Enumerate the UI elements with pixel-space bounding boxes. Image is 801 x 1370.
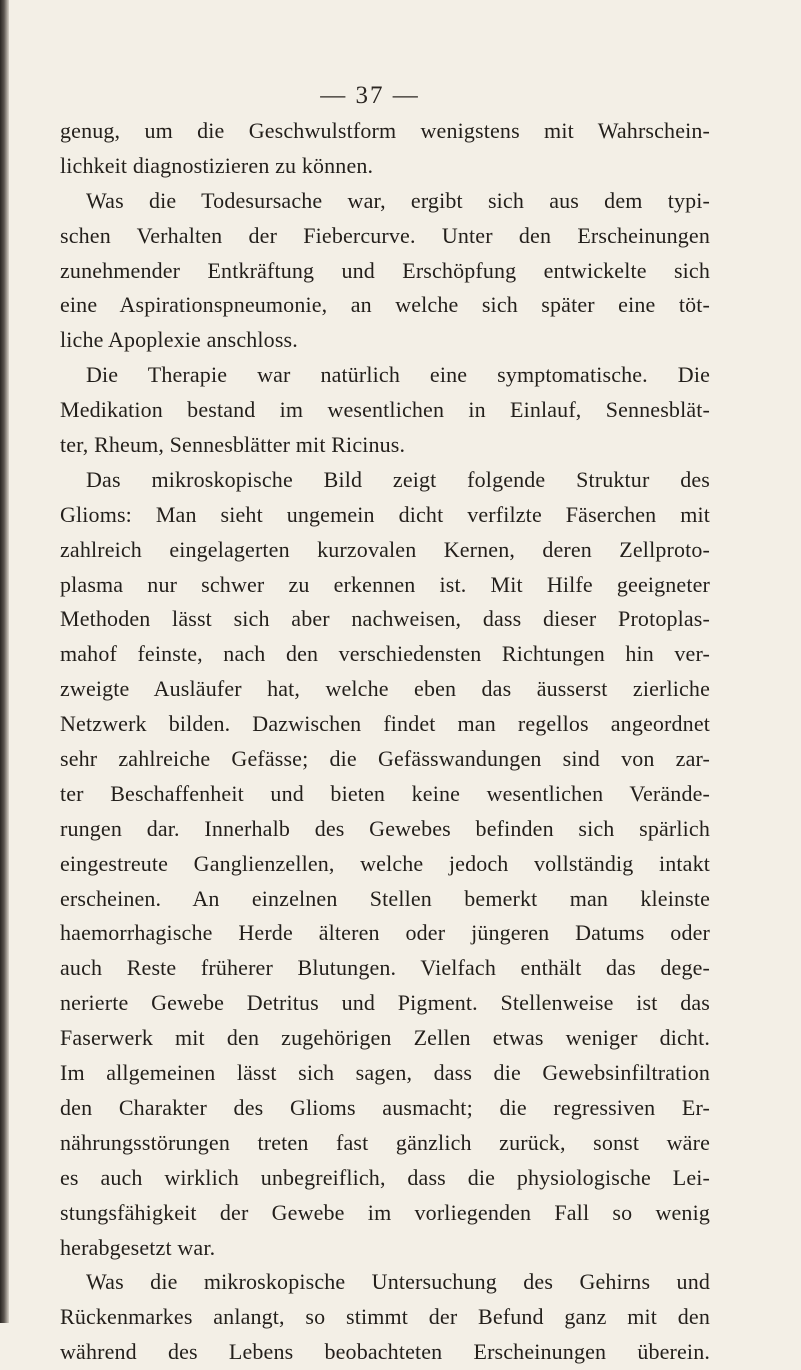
text-line: herabgesetzt war. <box>60 1234 216 1260</box>
text-line: Methoden lässt sich aber nachweisen, dass dieser Protoplas- <box>60 606 710 632</box>
text-line: nährungsstörungen treten fast gänzlich zurück, sonst wäre <box>60 1129 710 1155</box>
text-line: Im allgemeinen lässt sich sagen, dass die Gewebsinfiltration <box>60 1060 710 1086</box>
book-binding-edge <box>0 0 9 1323</box>
text-line: auch Reste früherer Blutungen. Vielfach enthält das dege- <box>60 955 710 981</box>
text-line: Netzwerk bilden. Dazwischen findet man regellos angeordnet <box>60 711 710 737</box>
text-line: zahlreich eingelagerten kurzovalen Kernen, deren Zellproto- <box>60 536 710 562</box>
text-line: haemorrhagische Herde älteren oder jüngeren Datums oder <box>60 920 710 946</box>
text-line: es auch wirklich unbegreiflich, dass die physiologische Lei- <box>60 1164 710 1190</box>
text-line: plasma nur schwer zu erkennen ist. Mit Hilfe geeigneter <box>60 571 710 597</box>
text-line: sehr zahlreiche Gefässe; die Gefässwandungen sind von zar- <box>60 746 710 772</box>
text-line: zunehmender Entkräftung und Erschöpfung entwickelte sich <box>60 257 710 283</box>
text-line: während des Lebens beobachteten Erscheinungen überein. <box>60 1339 710 1365</box>
text-line: schen Verhalten der Fiebercurve. Unter den Erscheinungen <box>60 222 710 248</box>
text-line: Rückenmarkes anlangt, so stimmt der Befund ganz mit den <box>60 1304 710 1330</box>
text-line: den Charakter des Glioms ausmacht; die regressiven Er- <box>60 1094 710 1120</box>
text-line: zweigte Ausläufer hat, welche eben das äusserst zierliche <box>60 676 710 702</box>
text-line: ter Beschaffenheit und bieten keine wesentlichen Verände- <box>60 780 710 806</box>
text-line: Was die Todesursache war, ergibt sich aus dem typi- <box>86 187 710 213</box>
text-line: liche Apoplexie anschloss. <box>60 327 298 353</box>
page-number: — 37 — <box>320 82 420 109</box>
body-text <box>60 114 710 1370</box>
text-line: eingestreute Ganglienzellen, welche jedoch vollständig intakt <box>60 850 710 876</box>
text-line: nerierte Gewebe Detritus und Pigment. Stellenweise ist das <box>60 990 710 1016</box>
text-line: mahof feinste, nach den verschiedensten Richtungen hin ver- <box>60 641 710 667</box>
text-line: Was die mikroskopische Untersuchung des Gehirns und <box>86 1269 710 1295</box>
text-line: Die Therapie war natürlich eine symptomatische. Die <box>86 362 710 388</box>
text-line: rungen dar. Innerhalb des Gewebes befinden sich spärlich <box>60 815 710 841</box>
text-line: stungsfähigkeit der Gewebe im vorliegenden Fall so wenig <box>60 1199 710 1225</box>
text-line: genug, um die Geschwulstform wenigstens mit Wahrschein- <box>60 118 710 143</box>
text-line: Faserwerk mit den zugehörigen Zellen etwas weniger dicht. <box>60 1025 710 1051</box>
text-line: Medikation bestand im wesentlichen in Einlauf, Sennesblät- <box>60 397 710 423</box>
text-line: Glioms: Man sieht ungemein dicht verfilzte Fäserchen mit <box>60 501 710 527</box>
text-line: eine Aspirationspneumonie, an welche sich später eine töt- <box>60 292 710 318</box>
text-line: ter, Rheum, Sennesblätter mit Ricinus. <box>60 432 406 458</box>
text-line: erscheinen. An einzelnen Stellen bemerkt man kleinste <box>60 885 710 911</box>
text-line: lichkeit diagnostizieren zu können. <box>60 152 374 178</box>
text-line: Das mikroskopische Bild zeigt folgende Struktur des <box>86 466 710 492</box>
